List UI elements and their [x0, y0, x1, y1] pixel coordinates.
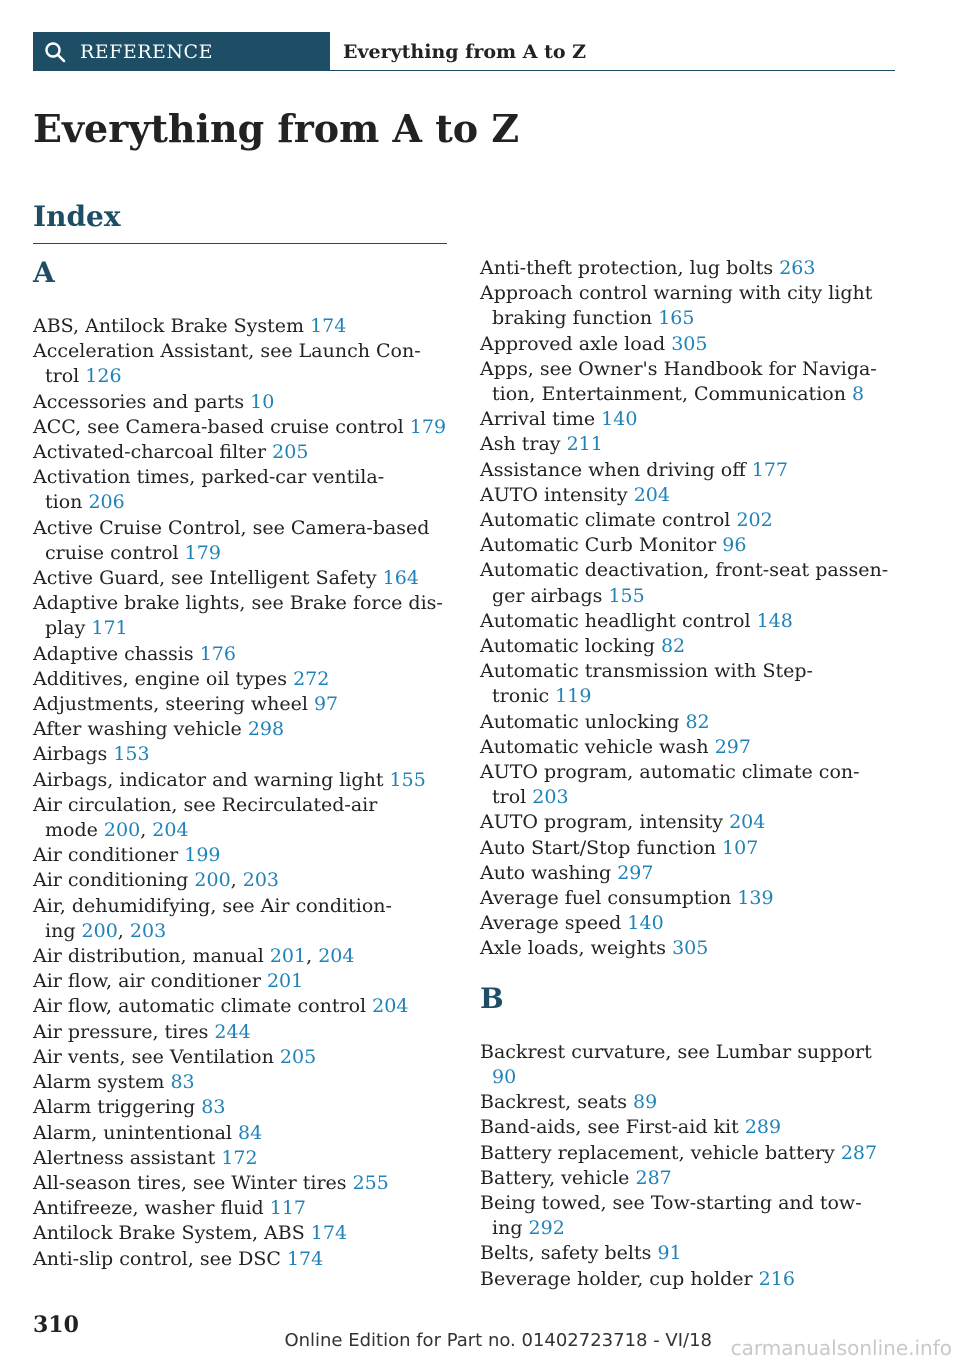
page-link[interactable]: 200 [194, 869, 231, 892]
index-entry-text: Alertness assistant [33, 1146, 216, 1169]
index-entry-text: Ash tray [480, 433, 561, 456]
index-entry-text: Airbags [33, 743, 108, 766]
page-link[interactable]: 200 [103, 819, 141, 842]
index-entry-text: Air circulation, see Recirculated-air mode [33, 793, 378, 842]
index-entry [480, 558, 900, 608]
page-link[interactable]: 83 [201, 1096, 226, 1119]
index-entry [480, 1141, 900, 1166]
index-entry-text: Auto washing [480, 861, 612, 884]
edition-footer: Online Edition for Part no. 01402723718 - VI/18 [284, 1330, 712, 1351]
index-entry-text: Automatic headlight control [480, 609, 751, 632]
index-entry-text: Adaptive brake lights, see Brake force dis- play [33, 592, 443, 640]
page-link[interactable]: 119 [555, 685, 592, 708]
index-entry-text: Arrival time [480, 408, 596, 431]
index-entry [480, 281, 900, 331]
index-entry-text: Active Cruise Control, see Camera-based cruise control [33, 516, 430, 564]
index-entry [33, 1196, 453, 1221]
index-entry-text: Battery, vehicle [480, 1166, 630, 1189]
index-entry [33, 440, 453, 465]
index-entry-text: Automatic deactivation, front-seat passen- ger airbags [480, 559, 889, 607]
index-entry [480, 1166, 900, 1191]
page-link[interactable]: 204 [318, 945, 355, 968]
running-header [33, 32, 895, 71]
index-entry [480, 634, 900, 659]
index-entry-text: Automatic unlocking [480, 710, 680, 733]
index-column-right [480, 256, 900, 1292]
index-entry-text: Air conditioner [33, 844, 179, 867]
index-entry-text: ABS, Antilock Brake System [33, 315, 305, 337]
index-entry [480, 1191, 900, 1241]
index-entry-text: Auto Start/Stop function [480, 836, 716, 859]
page-link[interactable]: 287 [840, 1141, 878, 1164]
page-link[interactable]: 203 [242, 869, 280, 892]
section-tab-reference[interactable] [33, 32, 330, 71]
index-entry [480, 483, 900, 508]
index-entry-text: Alarm, unintentional [33, 1121, 232, 1144]
index-entry [480, 911, 900, 936]
page-link[interactable]: 83 [170, 1071, 195, 1094]
index-entry [33, 1146, 453, 1171]
index-entry-text: Active Guard, see Intelligent Safety [33, 567, 377, 590]
index-entry-text: Activation times, parked-car ventila- tion [33, 466, 385, 514]
index-entry-text: Backrest curvature, see Lumbar support [480, 1040, 872, 1063]
index-letter-b: B [480, 981, 504, 1015]
index-entry-text: Additives, engine oil types [33, 667, 288, 690]
page-link[interactable]: 174 [310, 1222, 348, 1245]
page-link[interactable]: 148 [756, 609, 793, 632]
index-entry-text: All-season tires, see Winter tires [33, 1171, 347, 1194]
index-entry [480, 735, 900, 760]
index-entry [33, 339, 453, 389]
page-link[interactable]: 165 [658, 307, 695, 330]
index-entry [480, 886, 900, 911]
index-entry [33, 1095, 453, 1120]
index-entry-text: Air pressure, tires [33, 1020, 209, 1043]
page-link[interactable]: 82 [660, 635, 686, 658]
page-link[interactable]: 202 [736, 509, 773, 532]
index-entry [33, 843, 453, 868]
index-entry [480, 332, 900, 357]
index-entry [480, 861, 900, 886]
page-link[interactable]: 155 [389, 768, 426, 791]
index-entry [33, 667, 453, 692]
index-entry-text: Axle loads, weights [480, 937, 667, 960]
index-entry: Air distribution, manual 201, 204 [33, 945, 355, 968]
index-entry-text: Air distribution, manual [33, 945, 264, 968]
index-entry [33, 1070, 453, 1095]
page-link[interactable]: 90 [492, 1065, 517, 1088]
index-entry-text: Acceleration Assistant, see Launch Con- trol [33, 340, 421, 388]
index-entry-text: Adjustments, steering wheel [33, 693, 308, 716]
page-link[interactable]: 89 [633, 1091, 658, 1114]
page-link[interactable]: 179 [184, 541, 221, 564]
index-entry-text: Automatic transmission with Step- tronic [480, 660, 813, 708]
page-link[interactable]: 298 [247, 718, 285, 741]
page-link[interactable]: 204 [372, 995, 409, 1018]
index-entry-text: Being towed, see Tow-starting and tow- ing [480, 1191, 862, 1240]
page-link[interactable]: 155 [608, 584, 645, 607]
page-link[interactable]: 174 [286, 1247, 324, 1270]
header-divider [330, 70, 895, 71]
page-link[interactable]: 176 [199, 642, 236, 665]
index-entry [480, 1267, 900, 1292]
index-entry-text: Adaptive chassis [33, 642, 194, 665]
index-entry [480, 407, 900, 432]
index-entry [33, 415, 453, 440]
index-entry [480, 710, 900, 735]
index-entry [480, 508, 900, 533]
page-link[interactable]: 117 [269, 1197, 307, 1220]
index-entry [33, 1045, 453, 1070]
index-entry [33, 642, 453, 667]
page-link[interactable]: 153 [113, 743, 150, 766]
index-entry [480, 1040, 900, 1090]
page-link[interactable]: 255 [352, 1171, 389, 1194]
index-entry [480, 1241, 900, 1266]
index-entry-text: Air flow, automatic climate control [33, 995, 367, 1018]
index-entry-text: Automatic climate control [480, 509, 731, 532]
page-link[interactable]: 172 [221, 1146, 258, 1169]
index-entry [33, 1121, 453, 1146]
page-title: Everything from A to Z [33, 106, 520, 151]
index-entry [33, 465, 453, 515]
page-link[interactable]: 164 [382, 567, 419, 590]
index-entry [33, 969, 453, 994]
index-entry-text: Approach control warning with city light braking function [480, 282, 873, 330]
page-link[interactable]: 289 [744, 1116, 782, 1139]
page-link[interactable]: 211 [566, 433, 603, 456]
index-entry-text: Air flow, air conditioner [33, 970, 261, 993]
page-link[interactable]: 179 [409, 415, 447, 438]
index-entry [480, 760, 900, 810]
page-link[interactable]: 140 [627, 912, 664, 935]
index-entry-text: Approved axle load [480, 332, 666, 355]
index-entry [480, 1090, 900, 1115]
page-link[interactable]: 171 [91, 617, 128, 640]
page-link[interactable]: 139 [737, 887, 774, 910]
index-entry [480, 659, 900, 709]
section-label: REFERENCE [80, 40, 213, 63]
index-entry-text: ACC, see Camera-based cruise control [33, 415, 404, 438]
index-entry-text: Alarm triggering [33, 1096, 196, 1119]
index-entry-text: After washing vehicle [33, 718, 242, 741]
page-link[interactable]: 200 [81, 919, 118, 942]
index-entry-text: AUTO program, automatic climate con- trol [480, 761, 860, 809]
page-link[interactable]: 272 [293, 667, 330, 690]
index-entry-text: Backrest, seats [480, 1091, 627, 1114]
chapter-title: Everything from A to Z [343, 40, 587, 63]
index-entry [33, 717, 453, 742]
index-entry-text: Belts, safety belts [480, 1242, 652, 1265]
index-entry-text: Beverage holder, cup holder [480, 1267, 753, 1290]
index-entry [480, 1115, 900, 1140]
page-link[interactable]: 263 [779, 257, 816, 279]
index-entry-text: Automatic Curb Monitor [480, 534, 717, 557]
page-link[interactable]: 216 [758, 1267, 795, 1290]
page-link[interactable]: 203 [532, 786, 569, 809]
page-link[interactable]: 205 [279, 1045, 317, 1068]
index-entry-text: Alarm system [33, 1071, 165, 1094]
index-entry: Air conditioning 200, 203 [33, 869, 280, 892]
index-entry [33, 390, 453, 415]
index-entry [33, 1247, 453, 1272]
page-link[interactable]: 201 [266, 970, 304, 993]
index-entry [480, 936, 900, 961]
page-link[interactable]: 297 [714, 735, 751, 758]
page-link[interactable]: 84 [238, 1121, 263, 1144]
index-entry [480, 533, 900, 558]
page-link[interactable]: 82 [685, 710, 710, 733]
index-entry-text: Air conditioning [33, 869, 189, 892]
index-entry [33, 591, 453, 641]
page-link[interactable]: 96 [722, 534, 747, 557]
page-link[interactable]: 201 [269, 945, 307, 968]
page-link[interactable]: 203 [129, 919, 167, 942]
page-link[interactable]: 177 [751, 458, 789, 481]
index-entry-text: Apps, see Owner's Handbook for Naviga- tion, Entertainment, Communication [480, 357, 877, 406]
page-link[interactable]: 305 [671, 332, 708, 355]
index-entry-text: Automatic vehicle wash [480, 735, 709, 758]
page-link[interactable]: 292 [528, 1217, 565, 1240]
index-entry [480, 836, 900, 861]
index-entry [480, 357, 900, 407]
page-link[interactable]: 287 [635, 1166, 672, 1189]
index-entry-text: Antilock Brake System, ABS [33, 1222, 305, 1245]
index-entry [33, 1020, 453, 1045]
page-link[interactable]: 244 [214, 1020, 251, 1043]
index-entry-text: Antifreeze, washer fluid [33, 1197, 264, 1220]
index-entry [33, 692, 453, 717]
watermark: carmanualsonline.info [730, 1336, 952, 1360]
index-entry [33, 314, 453, 339]
page-link[interactable]: 206 [88, 491, 125, 514]
index-entry-text: Automatic locking [480, 635, 655, 658]
index-entry [33, 994, 453, 1019]
index-entry-text: Average fuel consumption [480, 887, 732, 910]
index-entry-text: Anti-theft protection, lug bolts [480, 257, 774, 279]
page-link[interactable]: 140 [601, 408, 638, 431]
page-link[interactable]: 8 [852, 383, 865, 406]
index-entry-text: Airbags, indicator and warning light [33, 768, 384, 791]
page-link[interactable]: 126 [85, 365, 122, 388]
index-entry-text: Anti-slip control, see DSC [33, 1247, 281, 1270]
index-entry-text: Air vents, see Ventilation [33, 1045, 274, 1068]
section-heading: Index [33, 200, 121, 233]
index-entry-text: AUTO intensity [480, 483, 628, 506]
page-link[interactable]: 199 [184, 844, 221, 867]
index-entry-text: Air, dehumidifying, see Air condition- ing [33, 894, 392, 942]
index-entry-text: Activated-charcoal filter [33, 441, 267, 464]
index-column-left [33, 256, 453, 1272]
magnifier-icon [44, 41, 66, 63]
page-link[interactable]: 204 [152, 819, 189, 842]
index-entry-text: AUTO program, intensity [480, 811, 724, 834]
index-entry: Air circulation, see Recirculated-air mode 200, 204 [33, 793, 378, 842]
index-entry-text: Band-aids, see First-aid kit [480, 1116, 739, 1139]
section-divider [33, 243, 447, 244]
page-number: 310 [33, 1312, 79, 1338]
page-link[interactable]: 91 [657, 1242, 682, 1265]
index-entry [33, 768, 453, 793]
index-entry [480, 609, 900, 634]
index-entry [33, 1171, 453, 1196]
index-entry [33, 516, 453, 566]
index-entry [480, 256, 900, 281]
index-entry-text: Average speed [480, 912, 622, 935]
index-entry-text: Battery replacement, vehicle battery [480, 1141, 835, 1164]
index-entry [480, 458, 900, 483]
index-entry [33, 1221, 453, 1246]
page-link[interactable]: 97 [313, 693, 339, 716]
page-link[interactable]: 204 [729, 811, 766, 834]
index-letter-a: A [33, 256, 55, 289]
index-entry-text: Assistance when driving off [480, 458, 746, 481]
page-link[interactable]: 204 [633, 483, 670, 506]
page-link[interactable]: 107 [722, 836, 759, 859]
page-link[interactable]: 297 [617, 861, 654, 884]
index-entry [33, 742, 453, 767]
index-entry-text: Accessories and parts [33, 390, 245, 413]
index-entry [33, 566, 453, 591]
index-entry [480, 810, 900, 835]
page-link[interactable]: 205 [272, 441, 309, 464]
page-link[interactable]: 305 [672, 937, 709, 960]
page-link[interactable]: 174 [310, 315, 347, 337]
index-entry: Air, dehumidifying, see Air condition- ing 200, 203 [33, 894, 392, 942]
index-entry [480, 432, 900, 457]
page-link[interactable]: 10 [250, 390, 275, 413]
